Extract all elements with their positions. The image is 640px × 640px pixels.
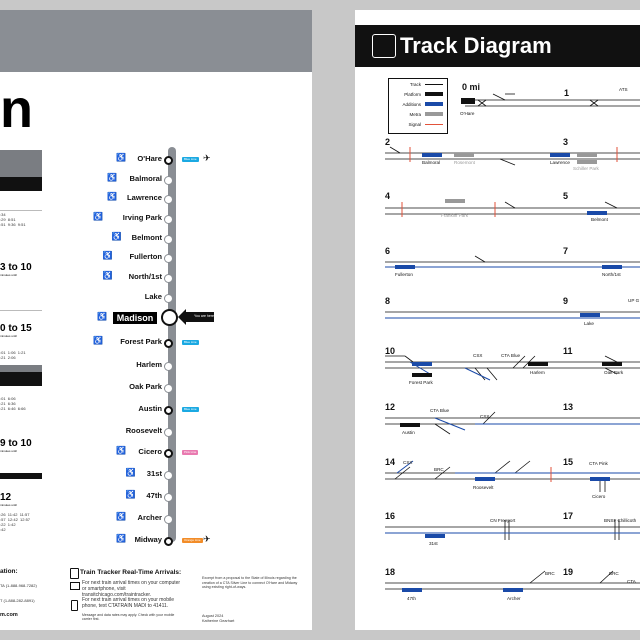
station-dot	[164, 339, 173, 348]
station-dot	[164, 384, 173, 393]
addition-31st	[425, 534, 445, 538]
label-balmoral: Balmoral	[422, 160, 441, 165]
station-name: Cicero	[138, 447, 162, 456]
station-row	[0, 380, 312, 398]
accessible-icon: ♿	[111, 232, 122, 241]
segment-number: 13	[563, 402, 574, 412]
accessible-icon: ♿	[93, 336, 104, 345]
station-name: Irving Park	[122, 213, 162, 222]
label-cta-pink: CTA Pink	[589, 461, 608, 466]
label-ohare: O'Hare	[460, 111, 475, 116]
label-csx: CSX	[473, 353, 483, 358]
station-name: O'Hare	[137, 154, 162, 163]
station-name: Oak Park	[129, 382, 162, 391]
label-schiller: Schiller Park	[573, 166, 599, 171]
label-csx-2: CSX	[480, 414, 490, 419]
label-31st: 31st	[429, 541, 438, 546]
airport-icon: ✈	[203, 153, 211, 163]
addition-47th	[402, 588, 422, 592]
current-station-marker	[161, 309, 178, 326]
accessible-icon: ♿	[93, 212, 104, 221]
segment-number: 19	[563, 567, 574, 577]
label-brc: BRC	[434, 467, 444, 472]
track-diagram-title: Track Diagram	[400, 33, 552, 58]
legend-track: Track	[389, 80, 447, 89]
label-cta-blue: CTA Blue	[501, 353, 521, 358]
label-lawrence: Lawrence	[550, 160, 570, 165]
label-cicero: Cicero	[592, 494, 606, 499]
station-dot	[164, 176, 173, 185]
tracker-disclaimer: Message and data rates may apply. Check with your mobile carrier first.	[82, 613, 175, 621]
station-row	[0, 231, 312, 249]
you-are-here-label: You are here	[194, 314, 214, 318]
excerpt-date: August 2024	[202, 614, 224, 618]
addition-lawrence	[550, 153, 570, 157]
station-name: 47th	[146, 491, 162, 500]
segment-number: 1	[564, 88, 570, 98]
station-name: Forest Park	[120, 337, 162, 346]
segment-number: 8	[385, 296, 391, 306]
computer-icon	[70, 582, 80, 590]
schedule-times: :01 6:06 :21 6:36 :21 6:46 6:66	[0, 396, 26, 411]
segment-number: 16	[385, 511, 396, 521]
label-roosevelt: Roosevelt	[473, 485, 494, 490]
station-dot	[164, 254, 173, 263]
transfer-tag: Orange Line	[184, 538, 201, 542]
metra-franklin	[445, 199, 465, 203]
label-ats: ATS	[619, 87, 628, 92]
label-brc-2: BRC	[545, 571, 555, 576]
platform-harlem	[528, 362, 548, 366]
station-dot	[164, 428, 173, 437]
train-tracker-icon	[70, 568, 79, 579]
label-austin: Austin	[402, 430, 415, 435]
accessible-icon: ♿	[102, 271, 113, 280]
label-cn-freeport: CN Freeport	[490, 518, 516, 523]
station-dot	[164, 156, 173, 165]
station-row	[0, 335, 312, 353]
metra-rosemont	[454, 153, 474, 157]
station-name: Harlem	[136, 360, 162, 369]
phone-2: T (1-888-282-8891)	[0, 598, 35, 603]
station-row	[0, 467, 312, 485]
frequency-2: 0 to 15 minutes until	[0, 323, 32, 338]
label-fullerton: Fullerton	[395, 272, 413, 277]
station-dot	[164, 362, 173, 371]
accessible-icon: ♿	[125, 490, 136, 499]
segment-number: 17	[563, 511, 574, 521]
addition-forest-park	[412, 362, 432, 366]
station-row	[0, 402, 312, 420]
legend-platform: Platform	[389, 90, 447, 99]
station-name: Balmoral	[129, 174, 162, 183]
segment-number: 10	[385, 346, 396, 356]
legend-additions: Additions	[389, 100, 447, 109]
track-lines	[355, 10, 640, 630]
segment-number: 11	[563, 346, 573, 356]
legend-signal: Signal	[389, 120, 447, 129]
transfer-tag: Blue Line	[184, 340, 197, 344]
label-bnsf: BNSF Chillicoth	[604, 518, 637, 523]
station-dot	[164, 471, 173, 480]
excerpt-note: Excerpt from a proposal to the State of Illinois regarding the creation of a CTA Silver Line to connect O'Hare and Midway using existing right-of-ways.	[202, 576, 298, 589]
station-row	[0, 358, 312, 376]
label-rosemont: Rosemont	[454, 160, 475, 165]
tracker-sms-text: For next train arrival times on your mobile phone, text CTATRAIN MADI to 41411.	[82, 597, 174, 609]
station-row	[0, 270, 312, 288]
transfer-tag: Blue Line	[184, 407, 197, 411]
station-row	[0, 152, 312, 170]
station-row	[0, 533, 312, 551]
label-up-g: UP G	[628, 298, 640, 303]
metra-schiller-2	[577, 160, 597, 164]
station-dot	[164, 294, 173, 303]
station-row	[0, 445, 312, 463]
station-row	[0, 172, 312, 190]
phone-1: TA (1-888-968-7282)	[0, 583, 37, 588]
poster-header-bar	[0, 10, 312, 72]
accessible-icon: ♿	[102, 251, 113, 260]
platform-forest-park	[412, 373, 432, 377]
segment-number: 18	[385, 567, 396, 577]
station-row	[0, 489, 312, 507]
label-forest-park: Forest Park	[409, 380, 433, 385]
station-dot	[164, 493, 173, 502]
accessible-icon: ♿	[116, 446, 127, 455]
station-name: Lake	[144, 292, 162, 301]
segment-number: 3	[563, 137, 569, 147]
station-dot	[164, 537, 173, 546]
station-row	[0, 290, 312, 308]
label-oak-park: Oak Park	[604, 370, 624, 375]
addition-lake	[580, 313, 600, 317]
website: m.com	[0, 612, 18, 618]
label-north1st: North/1st	[602, 272, 621, 277]
addition-roosevelt	[475, 477, 495, 481]
station-row	[0, 191, 312, 209]
station-name: Austin	[138, 404, 162, 413]
label-47th: 47th	[407, 596, 416, 601]
addition-fullerton	[395, 265, 415, 269]
station-poster	[0, 10, 312, 630]
station-name: Lawrence	[126, 193, 162, 202]
station-dot	[164, 515, 173, 524]
schedule-times: :01 1:06 1:21 :21 2:06	[0, 350, 26, 360]
accessible-icon: ♿	[116, 534, 127, 543]
label-cta-blue-2: CTA Blue	[430, 408, 450, 413]
label-csx-3: CSX	[403, 460, 413, 465]
segment-number: 7	[563, 246, 569, 256]
transfer-tag: Pink Line	[184, 450, 197, 454]
accessible-icon: ♿	[125, 468, 136, 477]
accessible-icon: ♿	[116, 153, 127, 162]
station-row	[0, 511, 312, 529]
station-name: 31st	[146, 469, 162, 478]
current-station-name: Madison	[113, 312, 157, 324]
station-dot	[164, 235, 173, 244]
segment-number: 12	[385, 402, 396, 412]
segment-number: 15	[563, 457, 574, 467]
track-diagram-poster	[355, 10, 640, 630]
segment-number: 14	[385, 457, 396, 467]
train-tracker-title: Train Tracker Real-Time Arrivals:	[80, 569, 182, 576]
addition-belmont	[587, 211, 607, 215]
frequency-3: 9 to 10 minutes until	[0, 438, 32, 453]
schedule-times: :26 11:42 11:57 :57 12:42 12:57 :22 1:42 :42	[0, 512, 31, 532]
tracker-web-text: For next train arrival times on your computer or smartphone, visit transitchicago.com/traintracker.	[82, 580, 181, 598]
station-dot	[164, 195, 173, 204]
accessible-icon: ♿	[97, 312, 107, 321]
addition-archer	[503, 588, 523, 592]
segment-number: 9	[563, 296, 569, 306]
platform-austin	[400, 423, 420, 427]
excerpt-author: Katherine Gearhart	[202, 619, 235, 623]
label-0mi: 0 mi	[462, 82, 481, 92]
label-franklin: Franklin Park	[441, 213, 469, 218]
airport-icon: ✈	[203, 534, 211, 544]
schedule-times: :34 :29 8:51 :51 9:36 9:51	[0, 212, 26, 227]
accessible-icon: ♿	[107, 173, 118, 182]
segment-number: 5	[563, 191, 569, 201]
station-row	[0, 250, 312, 268]
label-belmont: Belmont	[591, 217, 608, 222]
segment-number: 2	[385, 137, 391, 147]
label-harlem: Harlem	[530, 370, 545, 375]
accessible-icon: ♿	[116, 512, 127, 521]
station-name: Belmont	[131, 233, 162, 242]
station-dot	[164, 274, 173, 283]
station-name: North/1st	[128, 272, 162, 281]
addition-balmoral	[422, 153, 442, 157]
transfer-tag: Blue Line	[184, 157, 197, 161]
station-name: Roosevelt	[125, 426, 162, 435]
label-cta: CTA	[627, 579, 636, 584]
station-name: Fullerton	[129, 252, 162, 261]
segment-number: 4	[385, 191, 391, 201]
segment-number: 6	[385, 246, 391, 256]
platform-oak-park	[602, 362, 622, 366]
info-heading: ation:	[0, 568, 18, 575]
station-name: Archer	[137, 513, 162, 522]
platform-ohare	[461, 98, 475, 104]
station-dot	[164, 215, 173, 224]
accessible-icon: ♿	[107, 192, 118, 201]
station-dot	[164, 449, 173, 458]
station-name: Midway	[134, 535, 162, 544]
addition-cicero	[590, 477, 610, 481]
frequency-1: 3 to 10 minutes until	[0, 262, 32, 277]
label-brc-3: BRC	[609, 571, 619, 576]
station-row	[0, 424, 312, 442]
label-lake: Lake	[584, 321, 594, 326]
station-name-partial: n	[0, 79, 32, 139]
frequency-4: 12 minutes until	[0, 492, 17, 507]
station-row	[0, 311, 312, 329]
station-row	[0, 211, 312, 229]
station-dot	[164, 406, 173, 415]
metra-schiller	[577, 153, 597, 157]
legend-metra: Metra	[389, 110, 447, 119]
addition-north1st	[602, 265, 622, 269]
label-archer: Archer	[507, 596, 521, 601]
phone-icon	[71, 600, 78, 611]
